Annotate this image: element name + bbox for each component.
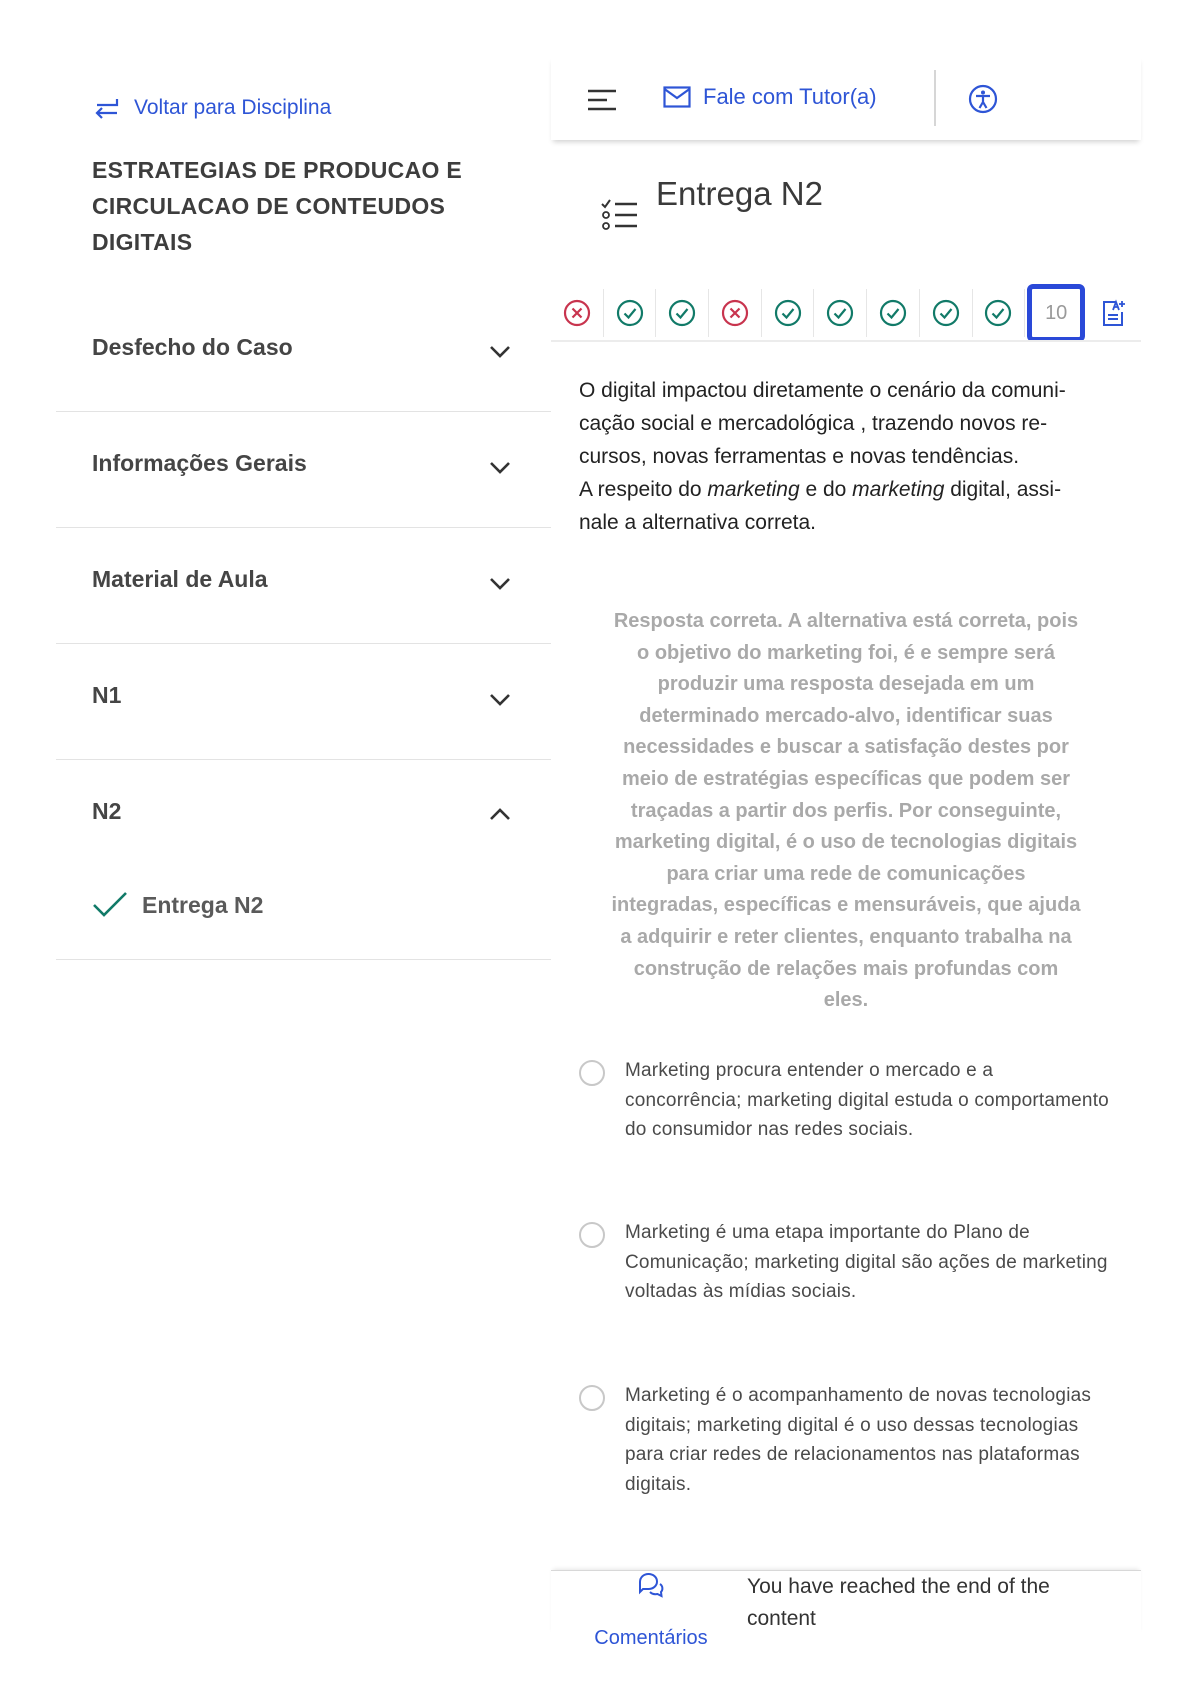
question-1-button[interactable] — [551, 289, 604, 337]
contact-tutor-button[interactable] — [663, 84, 877, 110]
question-line: cursos, novas ferramentas e novas tendências. — [579, 445, 1020, 468]
course-sidebar — [56, 56, 551, 1636]
chat-bubbles-icon — [637, 1571, 665, 1597]
chevron-down-icon — [487, 338, 513, 364]
correct-icon — [984, 299, 1012, 327]
toolbar-divider — [934, 70, 936, 126]
chevron-down-icon — [487, 454, 513, 480]
comments-button[interactable] — [581, 1571, 721, 1651]
answer-option-2[interactable] — [579, 1218, 1109, 1307]
question-fragment: A respeito do — [579, 478, 708, 501]
radio-button[interactable] — [579, 1060, 605, 1086]
top-toolbar — [551, 56, 1141, 140]
correct-icon — [668, 299, 696, 327]
checklist-icon — [601, 198, 639, 232]
question-line — [579, 473, 1109, 506]
section-material-de-aula[interactable] — [56, 528, 551, 644]
section-n1[interactable] — [56, 644, 551, 760]
radio-button[interactable] — [579, 1385, 605, 1411]
correct-icon — [879, 299, 907, 327]
section-n2[interactable] — [56, 760, 551, 960]
end-of-content-message: You have reached the end of the content — [747, 1575, 1050, 1630]
question-emphasis: marketing — [852, 478, 945, 501]
chevron-down-icon — [487, 686, 513, 712]
question-fragment: e do — [799, 478, 853, 501]
option-text: Marketing é o acompanhamento de novas tecnologias digitais; marketing digital é o uso dessas tecnologias para criar redes de relacionamentos nas plataformas digitais. — [625, 1385, 1092, 1495]
content-panel — [551, 56, 1141, 1649]
accessibility-icon[interactable] — [968, 84, 998, 114]
option-text: Marketing é uma etapa importante do Plano de Comunicação; marketing digital são ações de marketing voltadas às mídias sociais. — [625, 1222, 1108, 1302]
question-4-button[interactable] — [709, 289, 762, 337]
question-8-button[interactable] — [920, 289, 973, 337]
contact-tutor-label: Fale com Tutor(a) — [703, 84, 877, 109]
question-line: O digital impactou diretamente o cenário da comuni- — [579, 379, 1066, 402]
question-fragment: digital, assi- — [944, 478, 1062, 501]
incorrect-icon — [721, 299, 749, 327]
navigator-divider — [551, 340, 1141, 342]
comments-label: Comentários — [594, 1627, 708, 1649]
section-label: N1 — [92, 682, 122, 708]
question-navigator — [551, 284, 1141, 342]
sidebar-item-label: Entrega N2 — [142, 891, 264, 918]
section-label: Desfecho do Caso — [92, 334, 293, 360]
answer-option-1[interactable] — [579, 1056, 1109, 1145]
page-title: Entrega N2 — [656, 175, 823, 212]
return-arrow-icon — [92, 96, 122, 120]
question-9-button[interactable] — [973, 289, 1026, 337]
review-button[interactable] — [1087, 289, 1140, 337]
sidebar-item-entrega-n2[interactable] — [92, 890, 263, 920]
radio-button[interactable] — [579, 1222, 605, 1248]
correct-icon — [616, 299, 644, 327]
question-7-button[interactable] — [867, 289, 920, 337]
back-link-label: Voltar para Disciplina — [134, 96, 332, 119]
question-3-button[interactable] — [656, 289, 709, 337]
question-2-button[interactable] — [604, 289, 657, 337]
answer-option-3[interactable] — [579, 1381, 1109, 1499]
question-6-button[interactable] — [814, 289, 867, 337]
section-label: Material de Aula — [92, 566, 268, 592]
chevron-up-icon — [487, 802, 513, 828]
section-list — [56, 296, 551, 960]
back-to-course-link[interactable] — [92, 96, 331, 120]
question-5-button[interactable] — [762, 289, 815, 337]
chevron-down-icon — [487, 570, 513, 596]
bottom-bar — [551, 1570, 1141, 1649]
section-informacoes-gerais[interactable] — [56, 412, 551, 528]
document-review-icon — [1100, 299, 1128, 327]
menu-icon[interactable] — [587, 88, 617, 112]
question-text — [579, 374, 1109, 539]
section-label: Informações Gerais — [92, 450, 307, 476]
question-line: cação social e mercadológica , trazendo novos re- — [579, 412, 1048, 435]
question-emphasis: marketing — [707, 478, 800, 501]
incorrect-icon — [563, 299, 591, 327]
correct-icon — [826, 299, 854, 327]
section-desfecho-do-caso[interactable] — [56, 296, 551, 412]
answer-feedback: Resposta correta. A alternativa está correta, pois o objetivo do marketing foi, é e sempre será produzir uma resposta desejada em um determinado mercado-alvo, identificar suas necessidades e buscar a satisfação destes por meio de estratégias específicas que podem ser traçadas a partir dos perfis. Por conseguinte, marketing digital, é o uso de tecnologias digitais para criar uma rede de comunicações integradas, específicas e mensuráveis, que ajuda a adquirir e reter clientes, enquanto trabalha na construção de relações mais profundas com eles. — [611, 610, 1081, 1012]
correct-icon — [932, 299, 960, 327]
section-label: N2 — [92, 798, 122, 824]
correct-icon — [774, 299, 802, 327]
checkmark-icon — [92, 890, 128, 920]
course-title: ESTRATEGIAS DE PRODUCAO E CIRCULACAO DE CONTEUDOS DIGITAIS — [92, 157, 462, 255]
mail-icon — [663, 86, 691, 108]
question-10-current[interactable]: 10 — [1027, 284, 1085, 342]
question-line: nale a alternativa correta. — [579, 511, 816, 534]
option-text: Marketing procura entender o mercado e a concorrência; marketing digital estuda o comportamento do consumidor nas redes sociais. — [625, 1060, 1109, 1140]
